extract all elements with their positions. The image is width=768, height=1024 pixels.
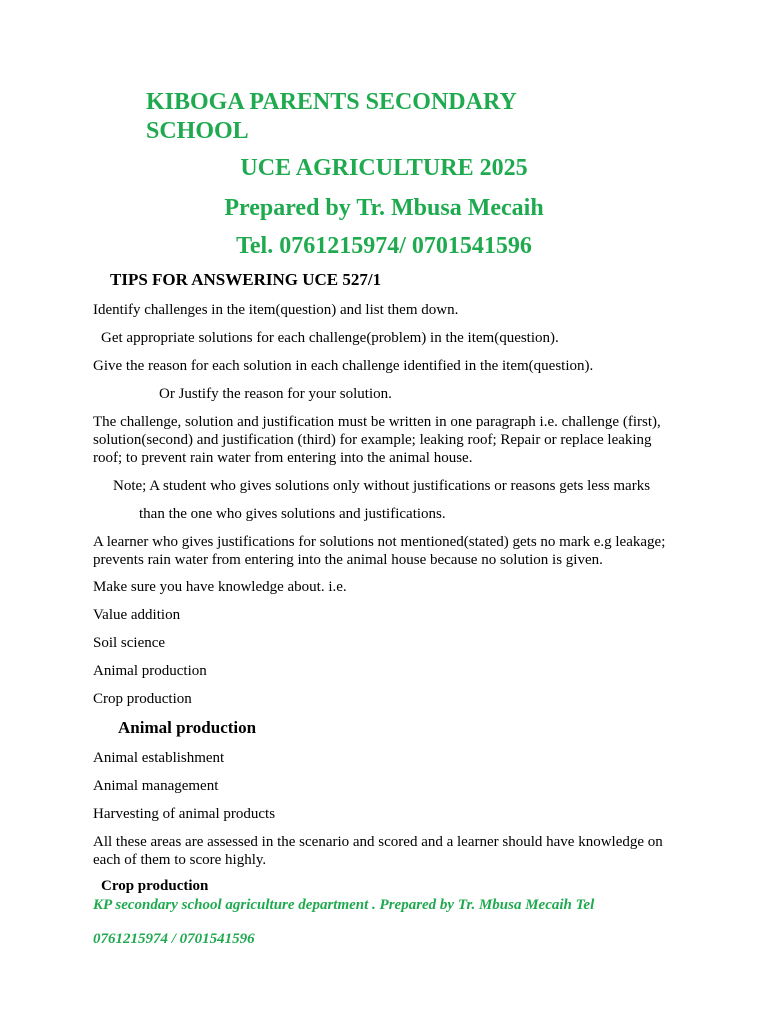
tip-line-2: Get appropriate solutions for each challenge(problem) in the item(question). <box>101 330 559 346</box>
tips-heading: TIPS FOR ANSWERING UCE 527/1 <box>110 270 382 289</box>
crop-production-heading: Crop production <box>101 878 209 894</box>
exam-title: UCE AGRICULTURE 2025 <box>240 155 528 181</box>
animal-area-item: Animal establishment <box>93 750 225 766</box>
animal-production-heading: Animal production <box>118 718 257 737</box>
tip-line-3: Give the reason for each solution in each challenge identified in the item(question). <box>93 358 594 374</box>
animal-area-item: Harvesting of animal products <box>93 806 276 822</box>
animal-area-item: Animal management <box>93 778 219 794</box>
knowledge-item: Value addition <box>93 607 181 623</box>
paragraph-justification: A learner who gives justifications for solutions not mentioned(stated) gets no mark e.g leakage; prevents rain water from entering into the animal house because no solution is given. <box>93 534 666 568</box>
knowledge-item: Animal production <box>93 663 207 679</box>
knowledge-item: Crop production <box>93 691 192 707</box>
assessment-note: All these areas are assessed in the scenario and scored and a learner should have knowledge on each of them to score highly. <box>93 834 663 868</box>
school-name: KIBOGA PARENTS SECONDARY SCHOOL <box>146 89 516 144</box>
tip-line-4: Or Justify the reason for your solution. <box>159 386 392 402</box>
prepared-by: Prepared by Tr. Mbusa Mecaih <box>224 195 544 221</box>
note-line-1: Note; A student who gives solutions only without justifications or reasons gets less marks <box>113 478 651 494</box>
note-line-2: than the one who gives solutions and justifications. <box>139 506 446 522</box>
knowledge-intro: Make sure you have knowledge about. i.e. <box>93 579 347 595</box>
tip-line-1: Identify challenges in the item(question) and list them down. <box>93 302 459 318</box>
knowledge-item: Soil science <box>93 635 166 651</box>
footer-line-2: 0761215974 / 0701541596 <box>93 931 255 947</box>
footer-line-1: KP secondary school agriculture department . Prepared by Tr. Mbusa Mecaih Tel <box>93 897 595 913</box>
telephone: Tel. 0761215974/ 0701541596 <box>236 233 532 259</box>
paragraph-example: The challenge, solution and justification must be written in one paragraph i.e. challenge (first), solution(second) and justification (third) for example; leaking roof; Repair or replace leaking roof; to prevent rain water from entering into the animal house. <box>93 414 661 466</box>
